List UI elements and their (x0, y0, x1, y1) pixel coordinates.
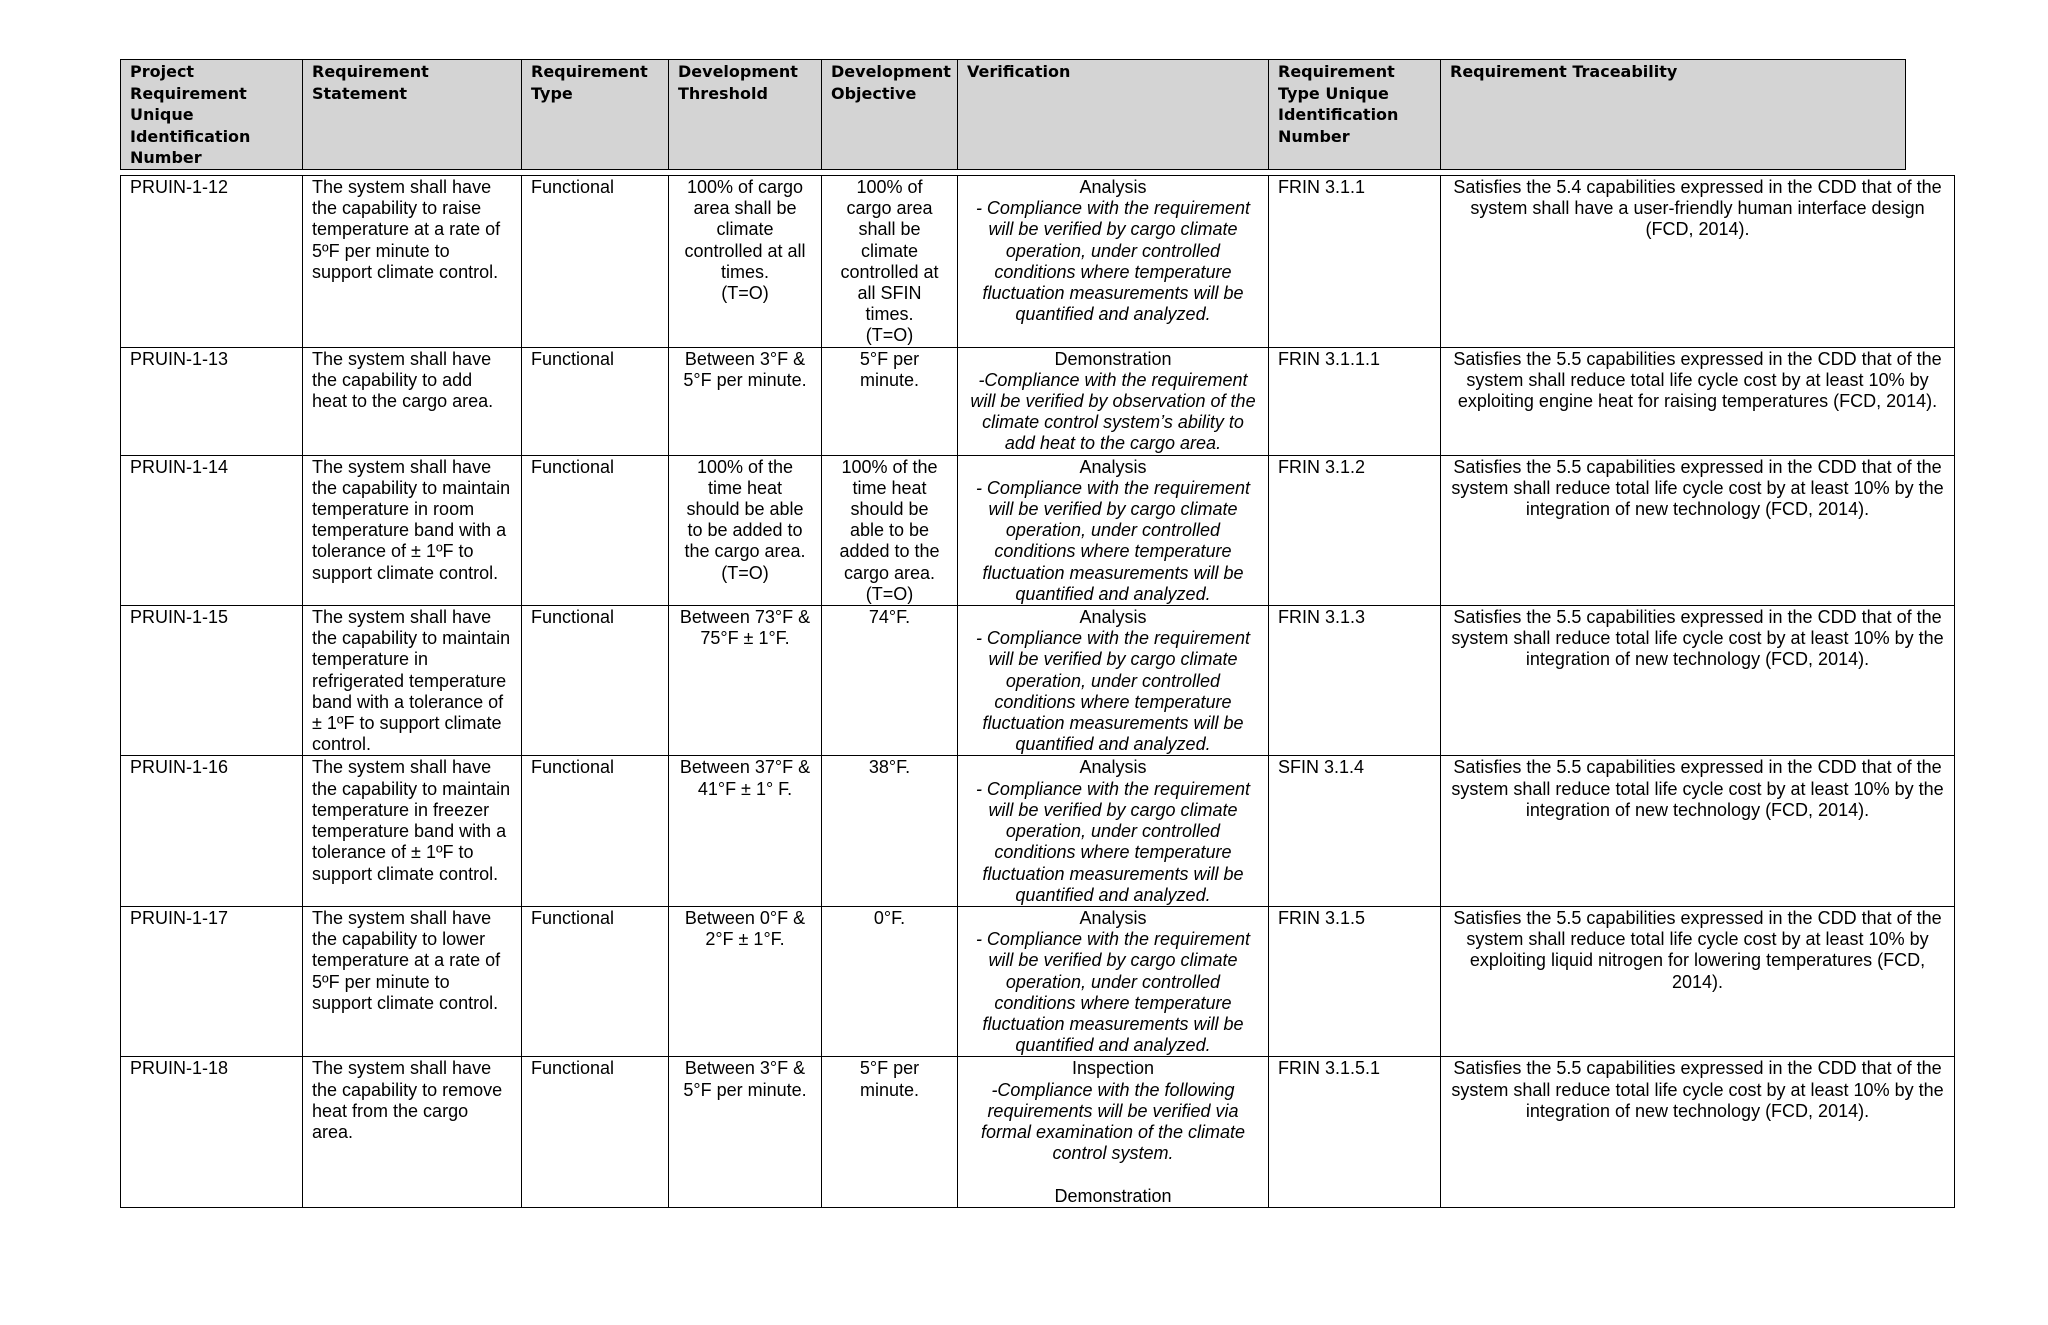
development-threshold-cell-line: 5°F per minute. (683, 369, 807, 390)
verification-cell (958, 347, 1269, 455)
development-objective-cell-line: able to be (849, 520, 930, 541)
requirement-traceability-cell: Satisfies the 5.5 capabilities expressed in the CDD that of the system shall reduce total life cycle cost by at least 10% by exploiting liquid nitrogen for lowering temperatures (FCD, 2014). (1441, 906, 1955, 1056)
requirement-id-cell: PRUIN-1-13 (121, 347, 303, 455)
requirement-statement-cell: The system shall have the capability to lower temperature at a rate of 5ºF per minute to support climate control. (303, 906, 522, 1056)
development-objective-cell (822, 756, 958, 906)
requirements-rows (121, 176, 1955, 1208)
development-objective-cell-line: times. (865, 304, 914, 325)
development-threshold-cell (669, 906, 822, 1056)
development-threshold-cell-line: (T=O) (721, 562, 769, 583)
requirement-type-id-cell: FRIN 3.1.1 (1269, 176, 1441, 348)
requirement-traceability-cell: Satisfies the 5.5 capabilities expressed in the CDD that of the system shall reduce total life cycle cost by at least 10% by the integration of new technology (FCD, 2014). (1441, 1057, 1955, 1207)
development-objective-cell (822, 1057, 958, 1207)
table-row (121, 1057, 1955, 1207)
development-threshold-cell-line: climate (716, 219, 774, 240)
development-objective-cell-line: minute. (859, 369, 920, 390)
header-cell-development-objective: Development Objective (822, 60, 958, 170)
header-cell-requirement-traceability: Requirement Traceability (1441, 60, 1906, 170)
development-threshold-cell-line: controlled at all (684, 240, 806, 261)
verification-method: Analysis (1079, 456, 1147, 477)
verification-description: -Compliance with the following requirements will be verified via formal examination of the climate control system. (980, 1079, 1246, 1164)
header-cell-project-requirement-id: Project Requirement Unique Identification Number (121, 60, 303, 170)
development-threshold-cell-line: time heat (707, 477, 783, 498)
verification-cell (958, 606, 1269, 756)
requirement-traceability-cell: Satisfies the 5.5 capabilities expressed in the CDD that of the system shall reduce total life cycle cost by at least 10% by exploiting engine heat for raising temperatures (FCD, 2014). (1441, 347, 1955, 455)
requirement-id-cell: PRUIN-1-18 (121, 1057, 303, 1207)
verification-description: - Compliance with the requirement will be verified by cargo climate operation, under controlled conditions where temperature fluctuation measurements will be quantified and analyzed. (975, 628, 1251, 755)
requirement-type-cell: Functional (522, 1057, 669, 1207)
table-row (121, 906, 1955, 1056)
requirement-traceability-cell: Satisfies the 5.5 capabilities expressed in the CDD that of the system shall reduce total life cycle cost by at least 10% by the integration of new technology (FCD, 2014). (1441, 756, 1955, 906)
verification-method: Demonstration (1054, 348, 1172, 369)
requirement-traceability-cell: Satisfies the 5.5 capabilities expressed in the CDD that of the system shall reduce total life cycle cost by at least 10% by the integration of new technology (FCD, 2014). (1441, 606, 1955, 756)
development-objective-cell-line: 74°F. (868, 607, 911, 628)
development-objective-cell-line: (T=O) (865, 583, 914, 604)
verification-method: Analysis (1079, 907, 1147, 928)
development-objective-cell-line: should be (850, 499, 929, 520)
development-objective-cell (822, 455, 958, 605)
requirement-type-id-cell: FRIN 3.1.3 (1269, 606, 1441, 756)
development-threshold-cell (669, 756, 822, 906)
requirement-statement-cell: The system shall have the capability to raise temperature at a rate of 5ºF per minute to support climate control. (303, 176, 522, 348)
development-objective-cell-line: 100% of the (841, 456, 938, 477)
development-objective-cell-line: 100% of (856, 177, 923, 197)
requirement-statement-cell: The system shall have the capability to maintain temperature in freezer temperature band with a tolerance of ± 1ºF to support climate control. (303, 756, 522, 906)
table-row (121, 176, 1955, 348)
requirement-type-cell: Functional (522, 455, 669, 605)
verification-description: - Compliance with the requirement will be verified by cargo climate operation, under controlled conditions where temperature fluctuation measurements will be quantified and analyzed. (975, 477, 1251, 604)
development-threshold-cell-line: to be added to (687, 520, 803, 541)
requirement-statement-cell: The system shall have the capability to remove heat from the cargo area. (303, 1057, 522, 1207)
development-objective-cell-line: 38°F. (868, 757, 911, 778)
development-threshold-cell (669, 347, 822, 455)
requirement-traceability-cell: Satisfies the 5.4 capabilities expressed in the CDD that of the system shall have a user-friendly human interface design (FCD, 2014). (1441, 176, 1955, 348)
requirements-header-table (120, 59, 1906, 170)
requirement-id-cell: PRUIN-1-15 (121, 606, 303, 756)
development-objective-cell-line: 5°F per (859, 1058, 920, 1079)
table-row (121, 756, 1955, 906)
requirement-id-cell: PRUIN-1-14 (121, 455, 303, 605)
development-objective-cell (822, 347, 958, 455)
requirement-type-cell: Functional (522, 347, 669, 455)
requirement-traceability-cell: Satisfies the 5.5 capabilities expressed in the CDD that of the system shall reduce total life cycle cost by at least 10% by the integration of new technology (FCD, 2014). (1441, 455, 1955, 605)
verification-description: - Compliance with the requirement will be verified by cargo climate operation, under controlled conditions where temperature fluctuation measurements will be quantified and analyzed. (975, 778, 1251, 905)
requirement-type-id-cell: FRIN 3.1.1.1 (1269, 347, 1441, 455)
requirements-body-table (120, 175, 1955, 1208)
table-row (121, 606, 1955, 756)
verification-cell (958, 756, 1269, 906)
requirement-statement-cell: The system shall have the capability to maintain temperature in room temperature band with a tolerance of ± 1ºF to support climate control. (303, 455, 522, 605)
development-objective-cell-line: added to the (839, 541, 940, 562)
development-objective-cell (822, 906, 958, 1056)
development-threshold-cell-line: 75°F ± 1°F. (700, 628, 790, 649)
development-threshold-cell (669, 606, 822, 756)
development-threshold-cell-line: 100% of the (696, 456, 794, 477)
verification-description: - Compliance with the requirement will be verified by cargo climate operation, under controlled conditions where temperature fluctuation measurements will be quantified and analyzed. (975, 198, 1251, 325)
development-threshold-cell-line: 5°F per minute. (683, 1079, 807, 1100)
development-threshold-cell (669, 1057, 822, 1207)
requirement-type-id-cell: FRIN 3.1.2 (1269, 455, 1441, 605)
development-objective-cell-line: (T=O) (865, 325, 914, 346)
development-threshold-cell-line: Between 3°F & (684, 348, 806, 369)
requirement-id-cell: PRUIN-1-17 (121, 906, 303, 1056)
development-objective-cell (822, 176, 958, 348)
requirement-type-id-cell: SFIN 3.1.4 (1269, 756, 1441, 906)
verification-cell (958, 1057, 1269, 1207)
verification-description: - Compliance with the requirement will be verified by cargo climate operation, under controlled conditions where temperature fluctuation measurements will be quantified and analyzed. (975, 929, 1251, 1056)
development-objective-cell-line: all SFIN (857, 283, 922, 304)
development-objective-cell-line: cargo area. (843, 562, 936, 583)
table-row (121, 347, 1955, 455)
header-cell-verification: Verification (958, 60, 1269, 170)
development-threshold-cell-line: Between 73°F & (679, 607, 811, 628)
requirement-type-cell: Functional (522, 606, 669, 756)
requirement-type-id-cell: FRIN 3.1.5.1 (1269, 1057, 1441, 1207)
development-threshold-cell-line: times. (720, 261, 769, 282)
verification-cell (958, 455, 1269, 605)
verification-method: Analysis (1079, 607, 1147, 628)
development-threshold-cell-line: the cargo area. (684, 541, 806, 562)
development-threshold-cell (669, 176, 822, 348)
development-objective-cell-line: time heat (852, 477, 927, 498)
header-cell-requirement-statement: Requirement Statement (303, 60, 522, 170)
requirement-id-cell: PRUIN-1-16 (121, 756, 303, 906)
development-threshold-cell-line: Between 3°F & (684, 1058, 806, 1079)
verification-method: Analysis (1079, 757, 1147, 778)
verification-description: -Compliance with the requirement will be verified by observation of the climate control system’s ability to add heat to the cargo area. (970, 369, 1256, 454)
development-objective-cell-line: minute. (859, 1079, 920, 1100)
development-objective-cell (822, 606, 958, 756)
development-threshold-cell-line: (T=O) (721, 283, 769, 304)
development-threshold-cell-line: 41°F ± 1° F. (697, 778, 793, 799)
table-row (121, 455, 1955, 605)
development-threshold-cell-line: Between 0°F & (684, 907, 806, 928)
development-threshold-cell (669, 455, 822, 605)
verification-method: Inspection (1071, 1058, 1155, 1079)
development-threshold-cell-line: should be able (686, 499, 804, 520)
header-cell-development-threshold: Development Threshold (669, 60, 822, 170)
development-threshold-cell-line: Between 37°F & (679, 757, 811, 778)
development-objective-cell-line: 0°F. (873, 907, 906, 928)
development-objective-cell-line: cargo area (846, 198, 933, 219)
development-objective-cell-line: controlled at (840, 261, 939, 282)
verification-cell (958, 176, 1269, 348)
header-cell-requirement-type: Requirement Type (522, 60, 669, 170)
development-threshold-cell-line: 2°F ± 1°F. (705, 929, 785, 950)
requirement-type-cell: Functional (522, 176, 669, 348)
header-cell-requirement-type-id: Requirement Type Unique Identification Number (1269, 60, 1441, 170)
development-objective-cell-line: 5°F per (859, 348, 920, 369)
development-threshold-cell-line: 100% of cargo (686, 177, 804, 197)
verification-cell (958, 906, 1269, 1056)
development-threshold-cell-line: area shall be (693, 198, 797, 219)
header-row (121, 60, 1906, 170)
requirement-id-cell: PRUIN-1-12 (121, 176, 303, 348)
requirement-type-cell: Functional (522, 756, 669, 906)
requirement-statement-cell: The system shall have the capability to add heat to the cargo area. (303, 347, 522, 455)
development-objective-cell-line: shall be (858, 219, 921, 240)
requirement-type-id-cell: FRIN 3.1.5 (1269, 906, 1441, 1056)
verification-method: Analysis (1079, 177, 1147, 197)
requirement-statement-cell: The system shall have the capability to maintain temperature in refrigerated temperature band with a tolerance of ± 1ºF to support climate control. (303, 606, 522, 756)
verification-method-secondary: Demonstration (1054, 1185, 1172, 1206)
requirement-type-cell: Functional (522, 906, 669, 1056)
development-objective-cell-line: climate (860, 240, 918, 261)
